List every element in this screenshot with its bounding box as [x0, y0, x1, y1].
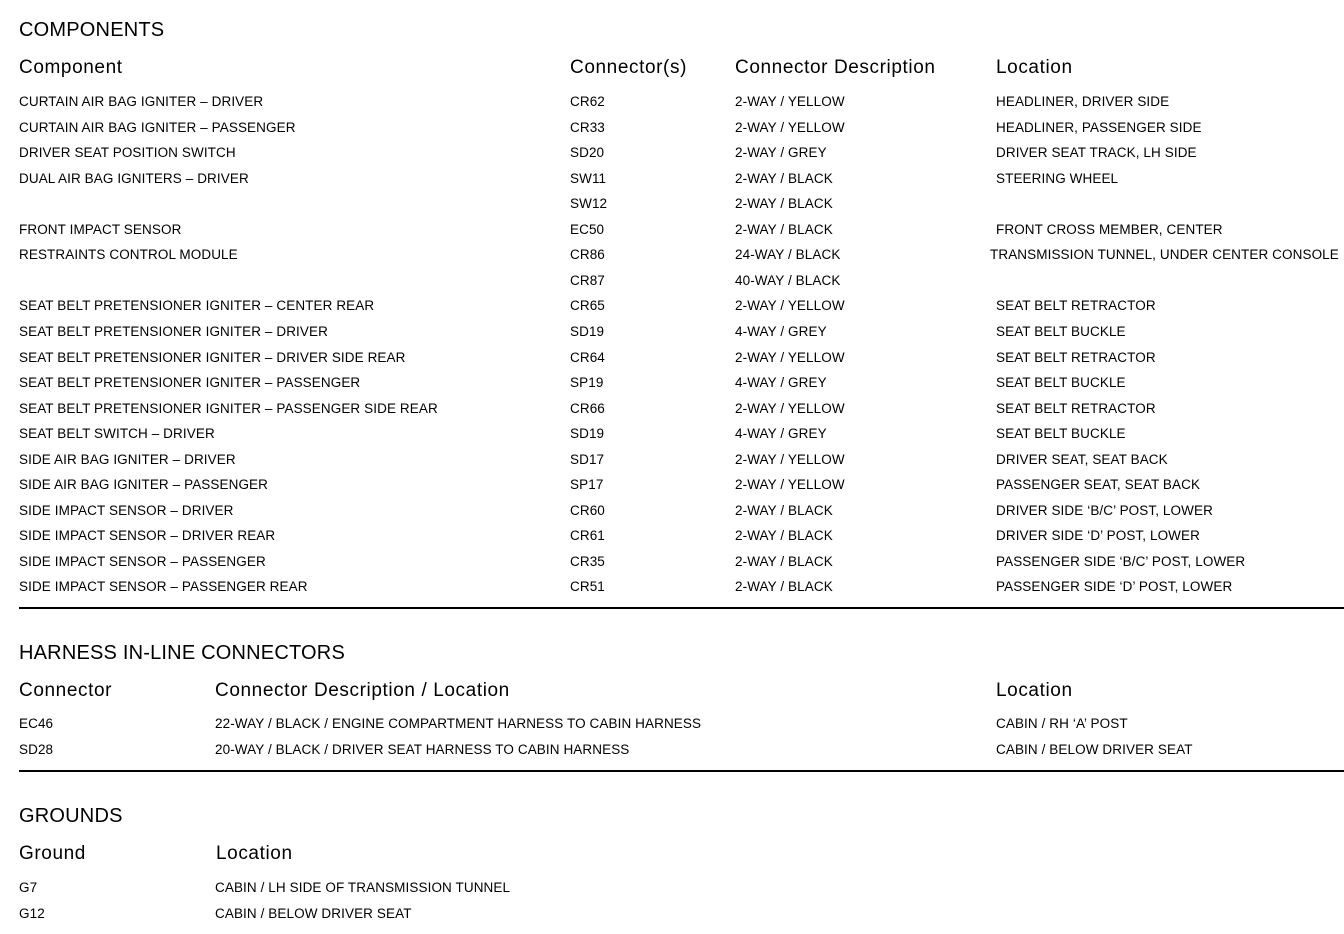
harness-header-description: Connector Description / Location [215, 680, 510, 701]
description-cell: 2-WAY / YELLOW [735, 349, 845, 365]
location-cell: PASSENGER SEAT, SEAT BACK [996, 477, 1201, 493]
connector-cell: SW12 [570, 196, 608, 212]
component-cell: SIDE IMPACT SENSOR – DRIVER REAR [19, 528, 276, 544]
description-cell: 40-WAY / BLACK [735, 272, 841, 288]
section-divider [19, 607, 1344, 609]
location-cell: TRANSMISSION TUNNEL, UNDER CENTER CONSOLE [990, 247, 1339, 263]
table-row [0, 528, 1344, 553]
components-header-connectors: Connector(s) [570, 57, 688, 78]
connector-cell: CR60 [570, 502, 605, 518]
table-row [0, 247, 1344, 272]
table-row [0, 350, 1344, 375]
location-cell: STEERING WHEEL [996, 170, 1119, 186]
location-cell: DRIVER SIDE ‘B/C’ POST, LOWER [996, 502, 1213, 518]
location-cell: SEAT BELT RETRACTOR [996, 400, 1156, 416]
connector-cell: CR66 [570, 400, 605, 416]
location-cell: HEADLINER, PASSENGER SIDE [996, 119, 1202, 135]
connector-cell: CR33 [570, 119, 605, 135]
location-cell: SEAT BELT BUCKLE [996, 375, 1126, 391]
harness-header-location: Location [996, 680, 1073, 701]
description-cell: 2-WAY / BLACK [735, 221, 833, 237]
section-divider [19, 770, 1344, 772]
description-cell: 2-WAY / BLACK [735, 579, 833, 595]
connector-cell: CR35 [570, 553, 605, 569]
table-row [0, 324, 1344, 349]
description-cell: 2-WAY / YELLOW [735, 477, 845, 493]
table-row [0, 579, 1344, 604]
connector-cell: EC50 [570, 221, 605, 237]
location-cell: CABIN / BELOW DRIVER SEAT [215, 905, 412, 921]
connector-cell: CR51 [570, 579, 605, 595]
components-header-component: Component [19, 57, 123, 78]
component-cell: SEAT BELT PRETENSIONER IGNITER – DRIVER SIDE REAR [19, 349, 406, 365]
component-cell: CURTAIN AIR BAG IGNITER – DRIVER [19, 94, 264, 109]
table-row [0, 906, 1344, 931]
location-cell: DRIVER SEAT TRACK, LH SIDE [996, 145, 1197, 161]
components-title: COMPONENTS [19, 19, 165, 41]
component-cell: DRIVER SEAT POSITION SWITCH [19, 145, 236, 161]
component-cell: SIDE AIR BAG IGNITER – PASSENGER [19, 477, 269, 493]
harness-title: HARNESS IN-LINE CONNECTORS [19, 642, 345, 664]
table-row [0, 298, 1344, 323]
location-cell: PASSENGER SIDE ‘D’ POST, LOWER [996, 579, 1233, 595]
location-cell: SEAT BELT BUCKLE [996, 426, 1126, 442]
description-cell: 2-WAY / BLACK [735, 502, 833, 518]
table-row [0, 716, 1344, 741]
table-row [0, 196, 1344, 221]
connector-cell: SD19 [570, 323, 605, 339]
table-row [0, 273, 1344, 298]
description-cell: 2-WAY / BLACK [735, 553, 833, 569]
location-cell: HEADLINER, DRIVER SIDE [996, 94, 1170, 109]
connector-cell: CR86 [570, 247, 605, 263]
description-cell: 20-WAY / BLACK / DRIVER SEAT HARNESS TO CABIN HARNESS [215, 741, 630, 757]
description-cell: 4-WAY / GREY [735, 426, 827, 442]
component-cell: DUAL AIR BAG IGNITERS – DRIVER [19, 170, 249, 186]
location-cell: SEAT BELT RETRACTOR [996, 349, 1156, 365]
ground-cell: G7 [19, 880, 38, 895]
component-cell: SEAT BELT PRETENSIONER IGNITER – PASSENGER SIDE REAR [19, 400, 438, 416]
components-header-description: Connector Description [735, 57, 936, 78]
description-cell: 2-WAY / BLACK [735, 196, 833, 212]
connector-cell: SD19 [570, 426, 605, 442]
table-row [0, 222, 1344, 247]
connector-cell: CR87 [570, 272, 605, 288]
harness-header-connector: Connector [19, 680, 113, 701]
connector-cell: SD20 [570, 145, 605, 161]
connector-cell: SW11 [570, 170, 607, 186]
location-cell: SEAT BELT RETRACTOR [996, 298, 1156, 314]
table-row [0, 503, 1344, 528]
connector-cell: EC46 [19, 716, 54, 731]
table-row [0, 171, 1344, 196]
location-cell: CABIN / BELOW DRIVER SEAT [996, 741, 1193, 757]
location-cell: SEAT BELT BUCKLE [996, 323, 1126, 339]
description-cell: 24-WAY / BLACK [735, 247, 841, 263]
connector-cell: CR62 [570, 94, 605, 109]
description-cell: 4-WAY / GREY [735, 375, 827, 391]
grounds-header-ground: Ground [19, 843, 86, 864]
table-row [0, 145, 1344, 170]
table-row [0, 554, 1344, 579]
description-cell: 2-WAY / BLACK [735, 528, 833, 544]
connector-cell: CR61 [570, 528, 605, 544]
component-cell: SEAT BELT PRETENSIONER IGNITER – PASSENGER [19, 375, 361, 391]
description-cell: 2-WAY / BLACK [735, 170, 833, 186]
connector-cell: SD17 [570, 451, 605, 467]
location-cell: CABIN / LH SIDE OF TRANSMISSION TUNNEL [215, 880, 511, 895]
table-row [0, 452, 1344, 477]
connector-cell: CR65 [570, 298, 605, 314]
location-cell: PASSENGER SIDE ‘B/C’ POST, LOWER [996, 553, 1246, 569]
component-cell: RESTRAINTS CONTROL MODULE [19, 247, 238, 263]
table-row [0, 477, 1344, 502]
table-row [0, 401, 1344, 426]
component-cell: CURTAIN AIR BAG IGNITER – PASSENGER [19, 119, 296, 135]
description-cell: 4-WAY / GREY [735, 323, 827, 339]
component-cell: SEAT BELT SWITCH – DRIVER [19, 426, 215, 442]
description-cell: 2-WAY / YELLOW [735, 94, 845, 109]
location-cell: FRONT CROSS MEMBER, CENTER [996, 221, 1223, 237]
location-cell: DRIVER SIDE ‘D’ POST, LOWER [996, 528, 1200, 544]
ground-cell: G12 [19, 905, 45, 921]
description-cell: 2-WAY / YELLOW [735, 298, 845, 314]
component-cell: SEAT BELT PRETENSIONER IGNITER – DRIVER [19, 323, 328, 339]
description-cell: 2-WAY / YELLOW [735, 400, 845, 416]
table-row [0, 375, 1344, 400]
table-row [0, 742, 1344, 767]
component-cell: SIDE IMPACT SENSOR – DRIVER [19, 502, 234, 518]
connector-cell: SD28 [19, 741, 54, 757]
description-cell: 22-WAY / BLACK / ENGINE COMPARTMENT HARNESS TO CABIN HARNESS [215, 716, 702, 731]
component-cell: SIDE AIR BAG IGNITER – DRIVER [19, 451, 236, 467]
connector-cell: SP17 [570, 477, 604, 493]
component-cell: FRONT IMPACT SENSOR [19, 221, 182, 237]
grounds-title: GROUNDS [19, 805, 123, 827]
component-cell: SIDE IMPACT SENSOR – PASSENGER [19, 553, 266, 569]
table-row [0, 880, 1344, 905]
table-row [0, 426, 1344, 451]
description-cell: 2-WAY / YELLOW [735, 451, 845, 467]
table-row [0, 94, 1344, 119]
component-cell: SIDE IMPACT SENSOR – PASSENGER REAR [19, 579, 308, 595]
components-header-location: Location [996, 57, 1073, 78]
grounds-header-location: Location [216, 843, 293, 864]
connector-cell: SP19 [570, 375, 604, 391]
description-cell: 2-WAY / GREY [735, 145, 827, 161]
location-cell: CABIN / RH ‘A’ POST [996, 716, 1128, 731]
table-row [0, 120, 1344, 145]
description-cell: 2-WAY / YELLOW [735, 119, 845, 135]
location-cell: DRIVER SEAT, SEAT BACK [996, 451, 1168, 467]
connector-cell: CR64 [570, 349, 605, 365]
component-cell: SEAT BELT PRETENSIONER IGNITER – CENTER REAR [19, 298, 375, 314]
